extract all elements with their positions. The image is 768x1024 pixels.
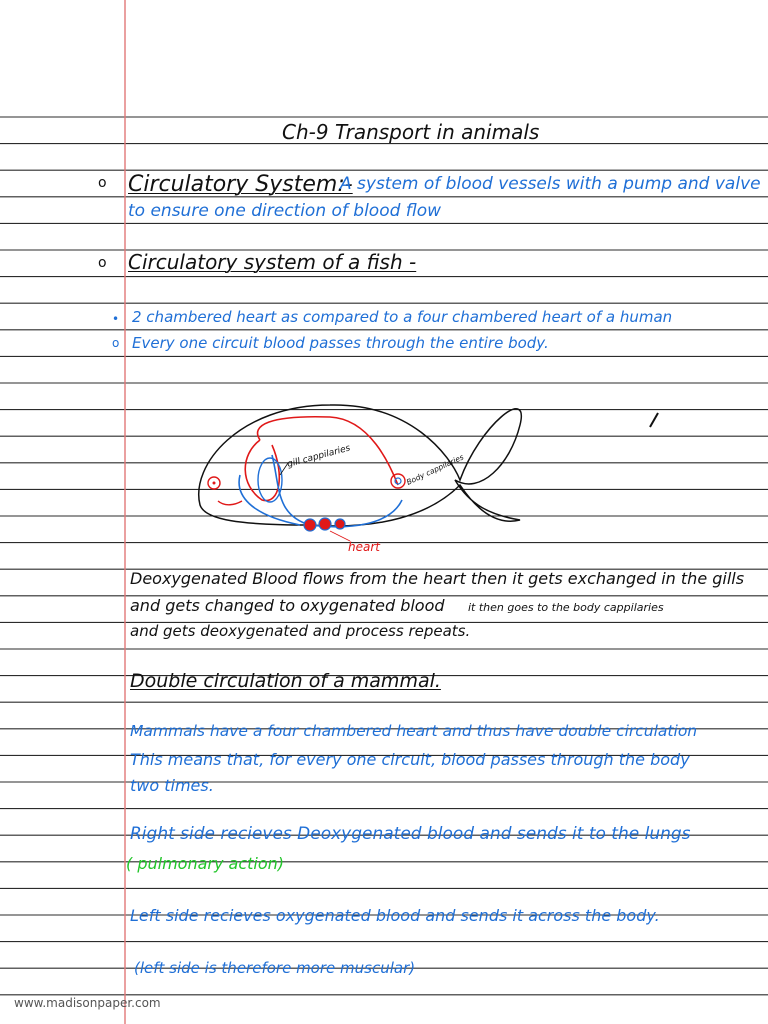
heart-chamber-2 xyxy=(319,518,331,530)
fish-paragraph-line2b: it then goes to the body cappilaries xyxy=(468,601,664,614)
fish-mouth xyxy=(218,501,242,505)
circulatory-heading: Circulatory System:- xyxy=(128,172,353,197)
right-side-line2: ( pulmonary action) xyxy=(126,854,285,873)
heart-chamber-3 xyxy=(335,519,345,529)
fish-heading: Circulatory system of a fish - xyxy=(128,250,417,274)
open-bullet-2: o xyxy=(98,255,107,271)
circulatory-definition-line2: to ensure one direction of blood flow xyxy=(128,201,442,221)
body-capillaries xyxy=(391,474,405,488)
fish-eye-pupil xyxy=(213,482,216,485)
circulatory-definition-line1: A system of blood vessels with a pump and valve xyxy=(340,174,761,194)
mammal-line1: Mammals have a four chambered heart and thus have double circulation xyxy=(130,722,698,740)
gill-label: gill cappilaries xyxy=(286,443,352,470)
mammal-line3: two times. xyxy=(130,776,214,795)
fish-body-outline xyxy=(199,405,522,526)
dot-bullet-1: • xyxy=(112,312,120,326)
open-bullet-1: o xyxy=(98,175,107,191)
body-label: Body cappilaries xyxy=(405,452,466,487)
page-title: Ch-9 Transport in animals xyxy=(282,120,540,144)
fish-paragraph-line2: and gets changed to oxygenated blood xyxy=(130,596,445,615)
left-side-line1: Left side recieves oxygenated blood and sends it across the body. xyxy=(130,906,660,925)
open-bullet-blue: o xyxy=(112,336,120,350)
heart-label: heart xyxy=(348,540,380,554)
gill-capillaries xyxy=(258,458,282,502)
mammal-line2: This means that, for every one circuit, blood passes through the body xyxy=(130,750,690,769)
pen-mark xyxy=(650,413,658,427)
deoxygenated-vessel xyxy=(239,455,402,527)
fish-paragraph-line1: Deoxygenated Blood flows from the heart then it gets exchanged in the gills xyxy=(130,569,745,588)
heart-label-pointer xyxy=(330,531,350,541)
right-side-line1: Right side recieves Deoxygenated blood and sends it to the lungs xyxy=(130,824,691,844)
fish-point-2: Every one circuit blood passes through the entire body. xyxy=(132,334,549,352)
heart-chamber-1 xyxy=(304,519,316,531)
mammal-heading: Double circulation of a mammal. xyxy=(130,670,441,692)
fish-point-1: 2 chambered heart as compared to a four chambered heart of a human xyxy=(132,308,673,326)
footer-website: www.madisonpaper.com xyxy=(14,996,161,1010)
left-side-line2: (left side is therefore more muscular) xyxy=(134,959,416,977)
fish-circulation-diagram xyxy=(180,385,700,560)
fish-paragraph-line3: and gets deoxygenated and process repeats. xyxy=(130,622,471,640)
